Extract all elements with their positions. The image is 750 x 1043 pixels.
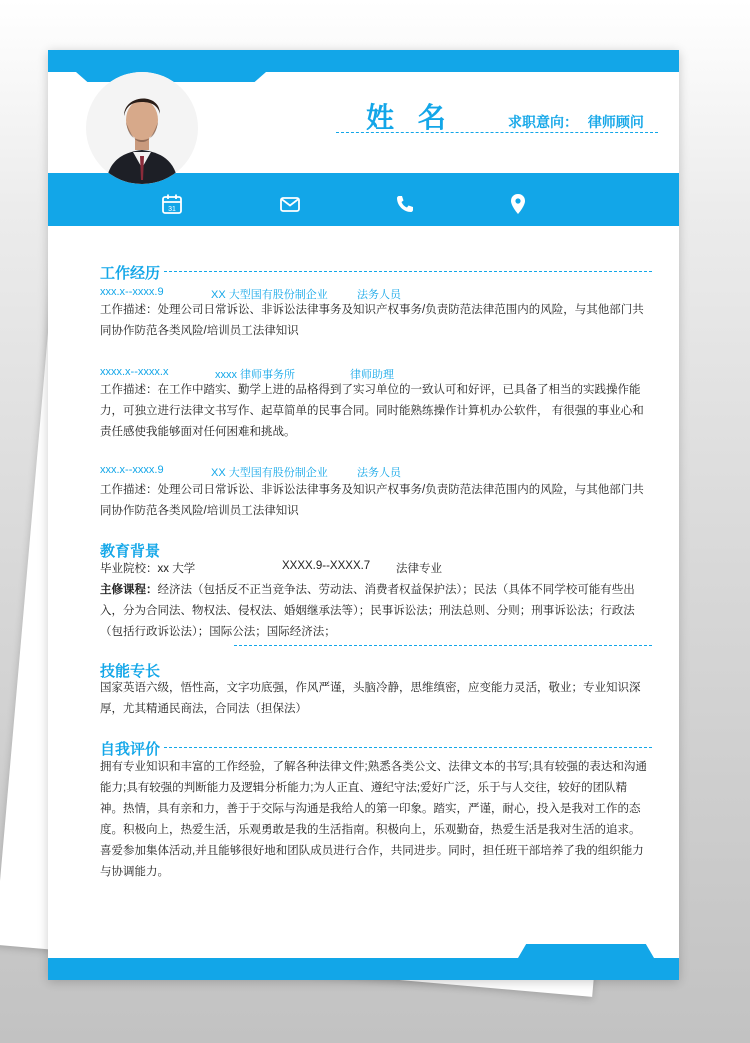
- job-entry-1-header: [100, 286, 600, 300]
- top-bar: [48, 50, 679, 72]
- resume-page: [48, 50, 679, 980]
- name-divider: [336, 132, 658, 133]
- section-title-work: 工作经历: [100, 265, 161, 282]
- mail-icon[interactable]: [278, 192, 302, 216]
- candidate-name: 姓 名: [366, 102, 454, 133]
- section-divider-work: [164, 271, 652, 272]
- bottom-bar: [48, 958, 679, 980]
- education-major: 法律专业: [396, 563, 442, 575]
- job-period: xxx.x--xxxx.9: [100, 286, 164, 298]
- job-position: 法务人员: [357, 467, 401, 479]
- job-description: 工作描述：处理公司日常诉讼、非诉讼法律事务及知识产权事务/负责防范法律范围内的风险，与其他部门共同协作防范各类风险/培训员工法律知识: [100, 484, 644, 517]
- job-company: xxxx 律师事务所: [215, 369, 296, 381]
- phone-icon[interactable]: [393, 192, 417, 216]
- job-entry-2-header: [100, 366, 600, 380]
- job-description: 工作描述：处理公司日常诉讼、非诉讼法律事务及知识产权事务/负责防范法律范围内的风险，与其他部门共同协作防范各类风险/培训员工法律知识: [100, 304, 644, 337]
- svg-text:31: 31: [168, 206, 176, 213]
- job-entry-3-header: [100, 464, 600, 478]
- section-divider-self-eval: [164, 747, 652, 748]
- job-position: 法务人员: [357, 289, 401, 301]
- section-title-self-eval: 自我评价: [100, 741, 161, 758]
- job-intent: [508, 112, 650, 132]
- courses-text: 经济法（包括反不正当竞争法、劳动法、消费者权益保护法）；民法（具体不同学校可能有些出入，分为合同法、物权法、侵权法、婚姻继承法等）；民事诉讼法；刑法总则、分则；刑事诉讼法；行政法（包括行政诉讼法）；国际公法；国际经济法；: [100, 584, 635, 638]
- job-intent-value: 律师顾问: [587, 114, 644, 130]
- education-school: 毕业院校：xx 大学: [100, 563, 196, 575]
- job-period: xxxx.x--xxxx.x: [100, 366, 169, 378]
- self-eval-text: 拥有专业知识和丰富的工作经验，了解各种法律文件;熟悉各类公文、法律文本的书写;具有较强的表达和沟通能力;具有较强的判断能力及逻辑分析能力;为人正直、遵纪守法;爱好广泛，乐于与人交往，较好的团队精神。热情，具有亲和力，善于于交际与沟通是我给人的第一印象。踏实，严谨，耐心，投入是我对工作的态度。积极向上，热爱生活，乐观勇敢是我的生活指南。积极向上，乐观勤奋，热爱生活是我对生活的追求。喜爱参加集体活动,并且能够很好地和团队成员进行合作，共同进步。同时，担任班干部培养了我的组织能力与协调能力。: [100, 761, 647, 878]
- education-period: XXXX.9--XXXX.7: [282, 560, 371, 572]
- courses-label: 主修课程：: [100, 584, 158, 596]
- job-intent-label: 求职意向：: [508, 114, 578, 130]
- job-position: 律师助理: [350, 369, 394, 381]
- job-company: XX 大型国有股份制企业: [211, 467, 328, 479]
- job-description: 工作描述：在工作中踏实、勤学上进的品格得到了实习单位的一致认可和好评，已具备了相当的实践操作能力，可独立进行法律文书写作、起草简单的民事合同。同时能熟练操作计算机办公软件， 有很强的事业心和责任感使我能够面对任何困难和挑战。: [100, 384, 644, 438]
- job-period: xxx.x--xxxx.9: [100, 464, 164, 476]
- location-pin-icon[interactable]: [506, 192, 530, 216]
- section-divider-education: [234, 645, 652, 646]
- education-courses: [100, 580, 648, 643]
- avatar-photo: [86, 72, 198, 184]
- education-header: [100, 560, 600, 576]
- section-title-education: 教育背景: [100, 543, 161, 560]
- bottom-notch: [518, 944, 654, 958]
- avatar: [86, 72, 198, 184]
- skills-text: 国家英语六级，悟性高，文字功底强，作风严谨，头脑冷静，思维缜密，应变能力灵活，敬业；专业知识深厚，尤其精通民商法，合同法（担保法）: [100, 682, 641, 715]
- section-title-skills: 技能专长: [100, 663, 161, 680]
- job-company: XX 大型国有股份制企业: [211, 289, 328, 301]
- calendar-icon[interactable]: [160, 192, 184, 216]
